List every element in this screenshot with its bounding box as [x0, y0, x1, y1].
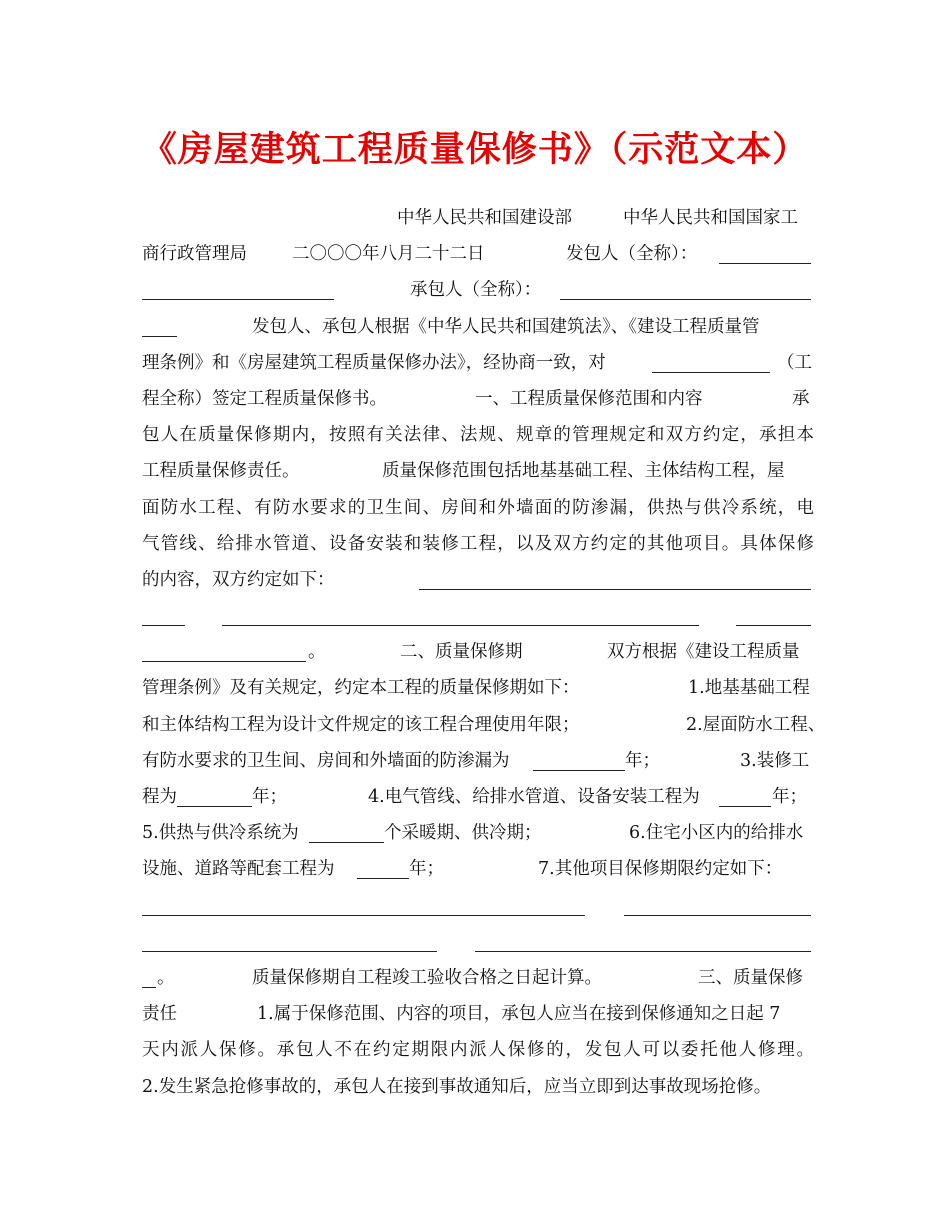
text-segment: 管理条例》及有关规定，约定本工程的质量保修期如下：	[142, 678, 580, 699]
text-segment: 2.发生紧急抢修事故的，承包人在接到事故通知后，应当立即到达事故现场抢修。	[142, 1076, 772, 1097]
scope-content-blank	[736, 625, 811, 626]
text-line: 面防水工程、有防水要求的卫生间、房间和外墙面的防渗漏，供热与供冷系统，电	[142, 497, 814, 518]
scope-content-blank	[222, 625, 699, 626]
section-heading: 一、工程质量保修范围和内容	[475, 388, 703, 409]
text-line	[142, 236, 814, 272]
other-items-blank	[624, 915, 811, 916]
text-segment: 理条例》和《房屋建筑工程质量保修办法》，经协商一致，对	[142, 352, 606, 373]
text-segment: 年；	[409, 859, 444, 880]
scope-content-blank	[142, 661, 306, 662]
text-line	[142, 851, 814, 887]
document-body	[142, 200, 826, 1105]
waterproof-years-blank	[533, 770, 625, 771]
other-items-blank	[142, 987, 156, 988]
text-segment: 1.属于保修范围、内容的项目，承包人应当在接到保修通知之日起 7	[257, 1004, 781, 1025]
text-segment: （工	[777, 352, 812, 373]
text-segment: 年；	[625, 750, 660, 771]
contractor-name-blank	[560, 299, 811, 300]
text-segment: 个采暖期、供冷期；	[384, 823, 542, 844]
text-segment: 程全称）签定工程质量保修书。	[142, 388, 387, 409]
text-segment: 工程质量保修责任。	[142, 461, 300, 482]
text-line	[142, 309, 814, 345]
employer-name-blank	[719, 263, 811, 264]
text-line	[142, 1069, 814, 1105]
text-line	[142, 670, 814, 706]
text-segment: 发包人、承包人根据《中华人民共和国建筑法》、《建设工程质量管	[252, 316, 760, 337]
text-segment: 的内容，双方约定如下：	[142, 569, 335, 590]
text-segment: 4.电气管线、给排水管道、设备安装工程为	[368, 787, 700, 807]
scope-content-blank	[419, 589, 811, 590]
text-line	[142, 996, 814, 1032]
text-segment: 责任	[142, 1004, 177, 1025]
text-segment: 7.其他项目保修期限约定如下：	[538, 859, 783, 880]
text-line	[142, 779, 814, 815]
text-segment: 承	[792, 388, 810, 409]
text-line: 包人在质量保修期内，按照有关法律、法规、规章的管理规定和双方约定，承担本	[142, 425, 814, 446]
employer-label: 发包人（全称）：	[566, 244, 698, 265]
text-segment: 。	[157, 967, 175, 988]
project-name-blank	[652, 372, 770, 373]
text-segment: 年；	[252, 787, 287, 807]
issuer-saic: 中华人民共和国国家工	[623, 208, 798, 228]
text-line	[142, 634, 814, 670]
text-segment: 双方根据《建设工程质量	[607, 642, 800, 663]
text-segment: 有防水要求的卫生间、房间和外墙面的防渗漏为	[142, 750, 510, 771]
text-segment: 2.屋面防水工程、	[686, 714, 826, 735]
text-line	[142, 707, 826, 743]
contractor-name-blank-cont	[142, 336, 177, 337]
section-heading: 二、质量保修期	[400, 642, 523, 663]
text-line	[142, 743, 814, 779]
text-line	[142, 960, 814, 996]
document-title: 《房屋建筑工程质量保修书》（示范文本）	[141, 130, 809, 170]
employer-name-blank-cont	[142, 299, 334, 300]
text-segment: 5.供热与供冷系统为	[142, 823, 299, 844]
scope-content-blank	[142, 625, 185, 626]
blank-line	[142, 888, 814, 924]
ancillary-years-blank	[357, 878, 409, 879]
electrical-years-blank	[719, 806, 771, 807]
other-items-blank	[142, 951, 437, 952]
issuer-ministry: 中华人民共和国建设部	[397, 208, 572, 228]
text-line	[142, 815, 814, 851]
text-segment: 程为	[142, 787, 177, 807]
text-line	[142, 200, 814, 236]
text-segment: 年；	[772, 787, 807, 807]
text-segment: 。	[308, 642, 326, 663]
text-line	[142, 272, 814, 308]
text-segment: 设施、道路等配套工程为	[142, 859, 335, 880]
text-line: 天内派人保修。承包人不在约定期限内派人保修的，发包人可以委托他人修理。	[142, 1040, 814, 1061]
text-line: 气管线、给排水管道、设备安装和装修工程，以及双方约定的其他项目。具体保修	[142, 533, 814, 554]
other-items-blank	[475, 951, 811, 952]
text-line	[142, 453, 814, 489]
other-items-blank	[142, 915, 585, 916]
text-segment: 6.住宅小区内的给排水	[629, 823, 804, 844]
text-line	[142, 345, 814, 381]
text-segment: 和主体结构工程为设计文件规定的该工程合理使用年限；	[142, 714, 580, 735]
decoration-years-blank	[177, 806, 252, 807]
text-segment: 质量保修范围包括地基基础工程、主体结构工程，屋	[382, 461, 785, 482]
blank-line	[142, 598, 814, 634]
issue-date: 二〇〇〇年八月二十二日	[292, 244, 485, 265]
text-line	[142, 381, 814, 417]
text-segment: 质量保修期自工程竣工验收合格之日起计算。	[252, 967, 602, 988]
contractor-label: 承包人（全称）：	[410, 280, 542, 301]
text-segment: 1.地基基础工程	[688, 678, 810, 699]
section-heading: 三、质量保修	[698, 967, 803, 988]
heating-periods-blank	[309, 842, 384, 843]
text-segment: 3.装修工	[740, 750, 810, 771]
blank-line	[142, 924, 814, 960]
text-segment: 商行政管理局	[142, 244, 247, 265]
text-line	[142, 562, 814, 598]
